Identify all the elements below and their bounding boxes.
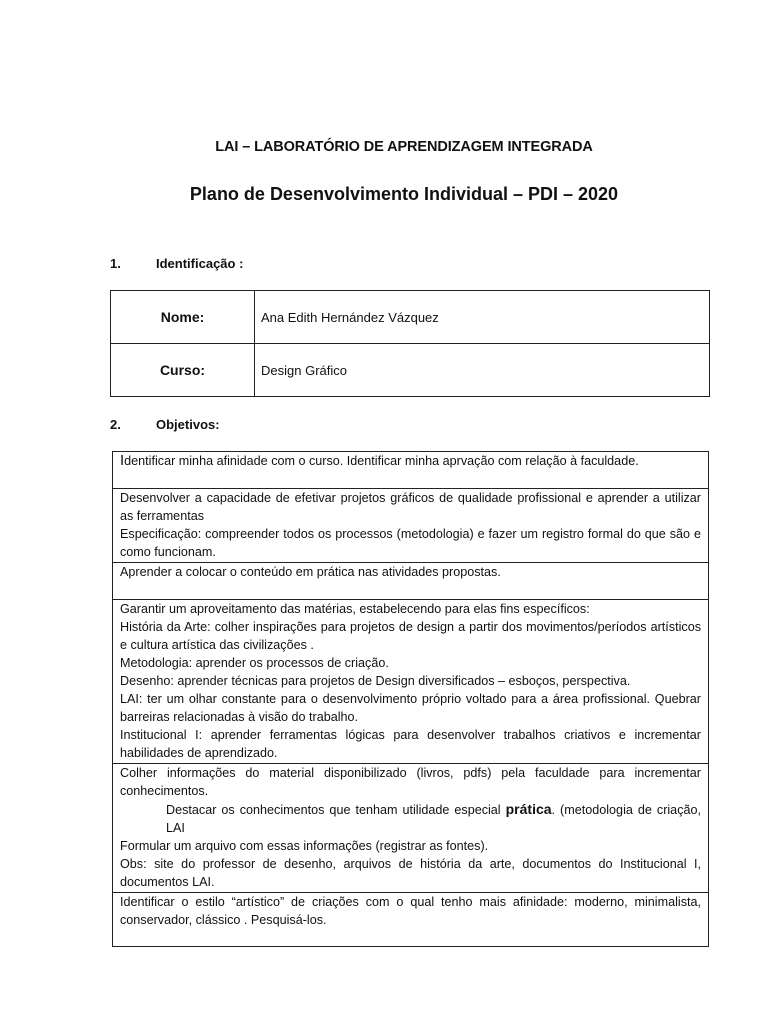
section-title: Objetivos: [156, 417, 220, 432]
document-title: LAI – LABORATÓRIO DE APRENDIZAGEM INTEGRADA [215, 139, 593, 155]
objective-cell [113, 600, 709, 764]
emphasized-word: prática [505, 801, 552, 817]
objective-text [120, 452, 701, 470]
section-number: 1. [110, 256, 121, 271]
objective-paragraph: Identificar o estilo “artístico” de criações com o qual tenho mais afinidade: moderno, minimalista, conservador, clássico . Pesquisá-los. [120, 895, 701, 927]
objective-paragraph: Colher informações do material disponibilizado (livros, pdfs) pela faculdade para incrementar conhecimentos. [120, 766, 701, 798]
objectives-table [112, 451, 709, 947]
objective-cell [113, 489, 709, 563]
table-row [111, 291, 710, 344]
drop-letter: I [120, 452, 125, 469]
table-row [113, 563, 709, 600]
text-run: . (metodologia de criação, LAI [166, 803, 701, 835]
name-label: Nome: [111, 291, 255, 344]
objective-paragraph: LAI: ter um olhar constante para o desenvolvimento próprio voltado para a área profissional. Quebrar barreiras relacionadas à visão do trabalho. [120, 692, 701, 724]
objective-text-rest: dentificar minha afinidade com o curso. Identificar minha aprvação com relação à faculdade. [124, 454, 639, 468]
table-row [111, 344, 710, 397]
table-row [113, 452, 709, 489]
objective-paragraph-indented [120, 800, 701, 837]
objective-paragraph: Formular um arquivo com essas informações (registrar as fontes). [120, 839, 489, 853]
section-number: 2. [110, 417, 121, 432]
objective-paragraph: Aprender a colocar o conteúdo em prática nas atividades propostas. [120, 565, 501, 579]
name-value: Ana Edith Hernández Vázquez [255, 291, 710, 344]
table-row [113, 600, 709, 764]
section-identification-heading [110, 256, 243, 271]
section-objectives-heading [110, 417, 220, 432]
text-run: Destacar os conhecimentos que tenham utilidade especial [166, 803, 506, 817]
objective-cell [113, 563, 709, 600]
objective-cell [113, 893, 709, 947]
objective-paragraph: Especificação: compreender todos os processos (metodologia) e fazer um registro formal do que são e como funcionam. [120, 527, 701, 559]
course-value: Design Gráfico [255, 344, 710, 397]
section-title: Identificação : [156, 256, 244, 271]
objective-paragraph: Metodologia: aprender os processos de criação. [120, 656, 389, 670]
objective-paragraph: História da Arte: colher inspirações para projetos de design a partir dos movimentos/períodos artísticos e cultura artística das civilizações . [120, 620, 701, 652]
table-row [113, 489, 709, 563]
course-label: Curso: [111, 344, 255, 397]
identification-table [110, 290, 710, 397]
objective-cell [113, 452, 709, 489]
table-row [113, 764, 709, 893]
document-subtitle: Plano de Desenvolvimento Individual – PDI – 2020 [189, 184, 619, 204]
objective-cell [113, 764, 709, 893]
objective-paragraph: Obs: site do professor de desenho, arquivos de história da arte, documentos do Institucional I, documentos LAI. [120, 857, 701, 889]
objective-paragraph: Institucional I: aprender ferramentas lógicas para desenvolver trabalhos criativos e incrementar habilidades de aprendizado. [120, 728, 701, 760]
table-row [113, 893, 709, 947]
objective-paragraph: Garantir um aproveitamento das matérias, estabelecendo para elas fins específicos: [120, 602, 590, 616]
objective-paragraph: Desenvolver a capacidade de efetivar projetos gráficos de qualidade profissional e aprender a utilizar as ferramentas [120, 491, 701, 523]
objective-paragraph: Desenho: aprender técnicas para projetos de Design diversificados – esboços, perspectiva. [120, 674, 631, 688]
